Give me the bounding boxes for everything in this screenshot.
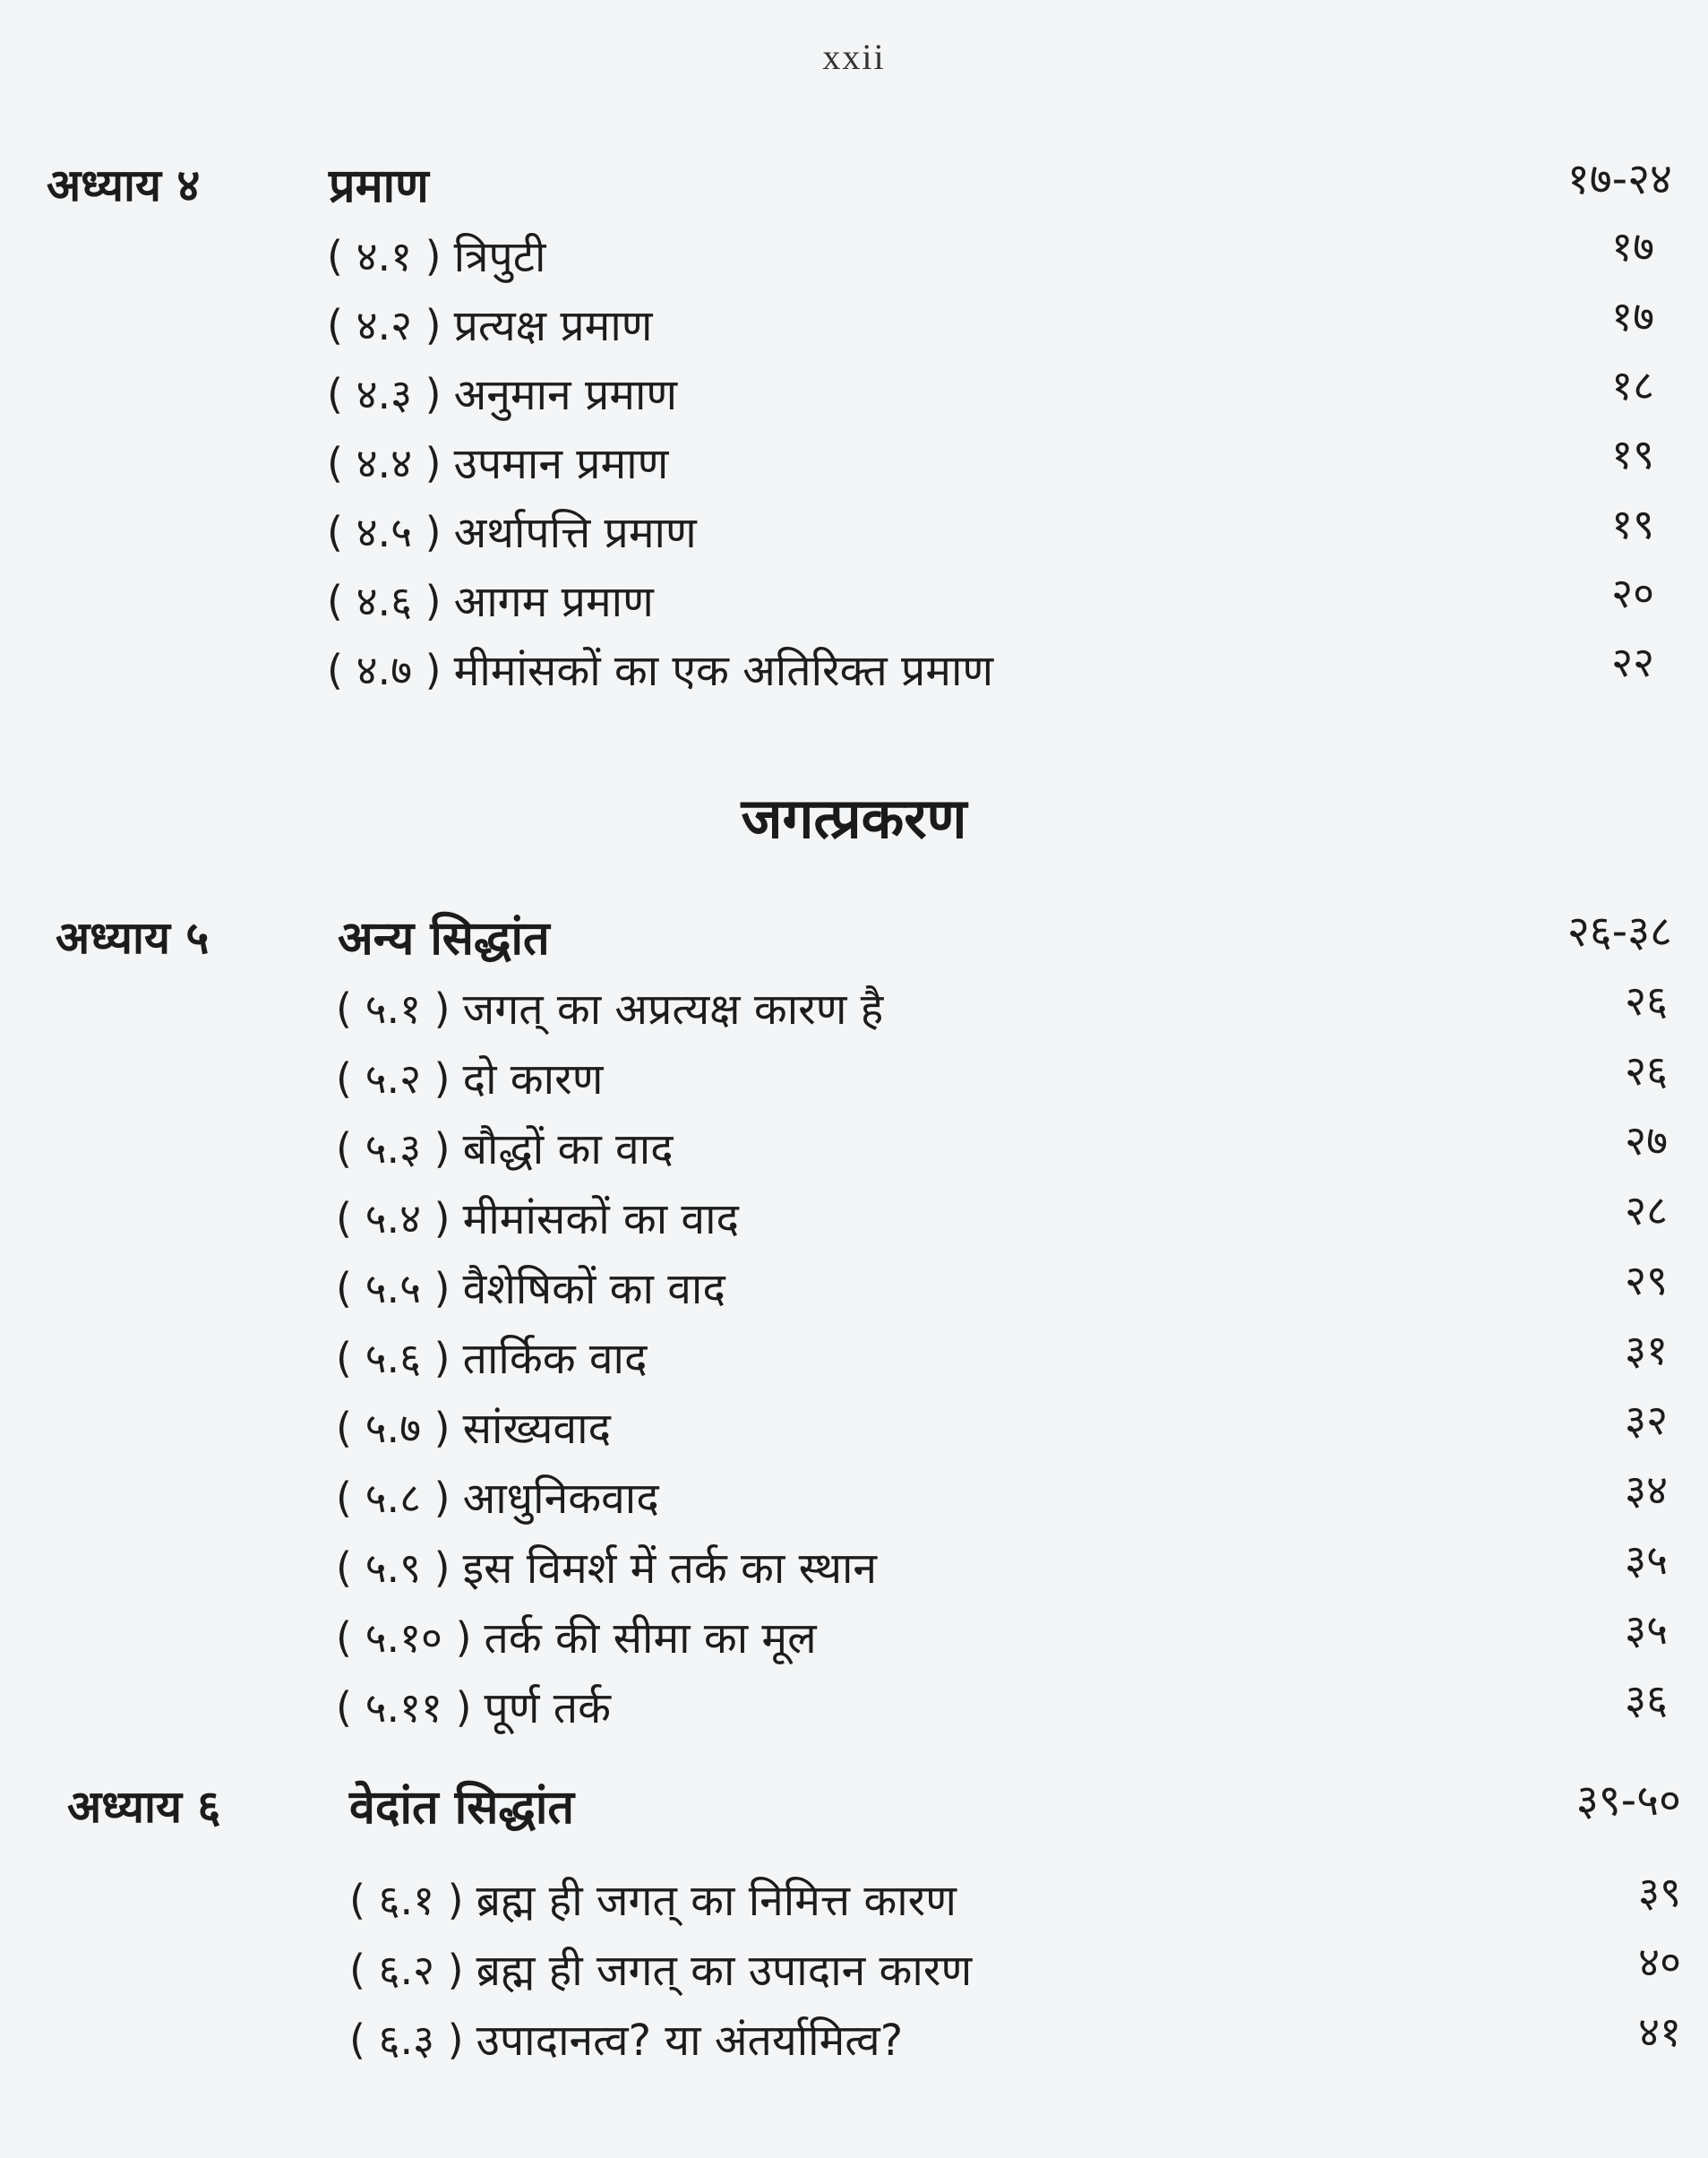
entry-number: ( ४.१ )	[327, 232, 442, 280]
entry-number: ( ५.२ )	[336, 1054, 451, 1103]
entry-title: आधुनिकवाद	[462, 1473, 659, 1524]
chapter-page-range: २६-३८	[1566, 907, 1672, 957]
entry-number: ( ४.२ )	[327, 301, 442, 349]
toc-entry	[336, 1605, 817, 1668]
toc-entry	[336, 1466, 659, 1528]
entry-title: दो कारण	[462, 1053, 604, 1105]
entry-page: ३९	[1638, 1868, 1681, 1916]
entry-number: ( ५.५ )	[336, 1264, 451, 1312]
entry-page: १८	[1611, 361, 1654, 409]
toc-entry	[336, 1186, 739, 1249]
chapter-page-range: ३९-५०	[1575, 1775, 1681, 1826]
entry-page: २९	[1625, 1256, 1668, 1304]
chapter-title: अन्य सिद्धांत	[338, 911, 550, 966]
entry-title: वैशेषिकों का वाद	[462, 1263, 725, 1314]
entry-title: जगत् का अप्रत्यक्ष कारण है	[462, 984, 884, 1035]
entry-page: ४१	[1638, 2008, 1681, 2056]
entry-page: २६	[1625, 1046, 1668, 1095]
entry-title: त्रिपुटी	[453, 231, 546, 282]
entry-number: ( ५.१० )	[336, 1613, 472, 1662]
entry-title: उपमान प्रमाण	[453, 438, 669, 489]
entry-number: ( ५.११ )	[336, 1683, 472, 1732]
toc-entry	[349, 1938, 972, 2000]
entry-number: ( ५.७ )	[336, 1404, 451, 1452]
entry-page: २०	[1611, 569, 1654, 617]
toc-entry	[336, 1256, 725, 1319]
entry-title: बौद्धों का वाद	[462, 1123, 674, 1174]
entry-title: तार्किक वाद	[462, 1333, 648, 1384]
chapter-page-range: १७-२४	[1566, 154, 1672, 204]
toc-entry	[336, 1675, 611, 1738]
entry-number: ( ६.२ )	[349, 1946, 464, 1994]
entry-number: ( ४.४ )	[327, 439, 442, 487]
entry-title: इस विमर्श में तर्क का स्थान	[462, 1543, 878, 1594]
entry-title: ब्रह्म ही जगत् का उपादान कारण	[476, 1945, 973, 1996]
toc-entry	[327, 224, 545, 287]
entry-title: अर्थापत्ति प्रमाण	[453, 507, 697, 558]
toc-entry	[349, 1868, 957, 1930]
entry-title: मीमांसकों का एक अतिरिक्त प्रमाण	[453, 645, 994, 696]
entry-number: ( ५.४ )	[336, 1194, 451, 1242]
entry-number: ( ४.५ )	[327, 508, 442, 556]
toc-entry	[336, 1116, 674, 1179]
entry-page: ४०	[1638, 1938, 1681, 1986]
entry-page: ३५	[1625, 1535, 1668, 1584]
page-number: xxii	[822, 37, 886, 77]
entry-title: पूर्ण तर्क	[484, 1682, 611, 1733]
entry-number: ( ६.३ )	[349, 2016, 464, 2064]
chapter-row	[47, 152, 429, 215]
entry-number: ( ४.७ )	[327, 646, 442, 694]
entry-title: ब्रह्म ही जगत् का निमित्त कारण	[476, 1875, 957, 1926]
toc-entry	[336, 1396, 611, 1458]
chapter-title: प्रमाण	[329, 159, 429, 213]
entry-page: २८	[1625, 1186, 1668, 1234]
chapter-row	[67, 1774, 574, 1836]
section-heading: जगत्प्रकरण	[741, 786, 967, 851]
entry-number: ( ४.३ )	[327, 370, 442, 418]
entry-number: ( ५.८ )	[336, 1474, 451, 1522]
entry-page: ३२	[1625, 1396, 1668, 1444]
entry-title: अनुमान प्रमाण	[453, 369, 678, 420]
toc-entry	[336, 1046, 603, 1109]
entry-title: मीमांसकों का वाद	[462, 1193, 740, 1244]
toc-entry	[327, 293, 653, 356]
chapter-label: अध्याय ६	[67, 1781, 221, 1833]
entry-title: सांख्यवाद	[462, 1403, 612, 1454]
entry-page: ३१	[1625, 1326, 1668, 1374]
entry-number: ( ५.९ )	[336, 1543, 451, 1592]
entry-title: उपादानत्व? या अंतर्यामित्व?	[476, 2015, 904, 2066]
toc-entry	[327, 500, 697, 563]
toc-entry	[336, 1326, 647, 1389]
entry-page: १९	[1611, 430, 1654, 478]
entry-page: १७	[1611, 222, 1654, 271]
entry-title: आगम प्रमाण	[453, 576, 654, 627]
entry-page: १७	[1611, 292, 1654, 340]
chapter-label: अध्याय ५	[56, 912, 210, 964]
entry-number: ( ४.६ )	[327, 577, 442, 625]
toc-entry	[327, 569, 654, 632]
chapter-title: वेदांत सिद्धांत	[349, 1780, 575, 1835]
chapter-row	[56, 905, 550, 967]
toc-entry	[336, 976, 883, 1039]
entry-number: ( ५.६ )	[336, 1334, 451, 1382]
entry-title: तर्क की सीमा का मूल	[484, 1612, 817, 1664]
entry-page: ३४	[1625, 1466, 1668, 1514]
toc-entry	[327, 431, 668, 494]
entry-page: २२	[1611, 638, 1654, 686]
toc-entry	[349, 2008, 903, 2070]
entry-title: प्रत्यक्ष प्रमाण	[453, 300, 653, 351]
entry-page: ३५	[1625, 1605, 1668, 1654]
toc-entry	[327, 638, 993, 701]
entry-page: ३६	[1625, 1675, 1668, 1724]
entry-number: ( ५.१ )	[336, 984, 451, 1033]
entry-page: २६	[1625, 976, 1668, 1025]
entry-page: २७	[1625, 1116, 1668, 1165]
toc-entry	[336, 1535, 877, 1598]
entry-number: ( ५.३ )	[336, 1124, 451, 1173]
entry-page: १९	[1611, 500, 1654, 548]
toc-entry	[327, 362, 677, 425]
entry-number: ( ६.१ )	[349, 1876, 464, 1924]
chapter-label: अध्याय ४	[47, 159, 201, 211]
